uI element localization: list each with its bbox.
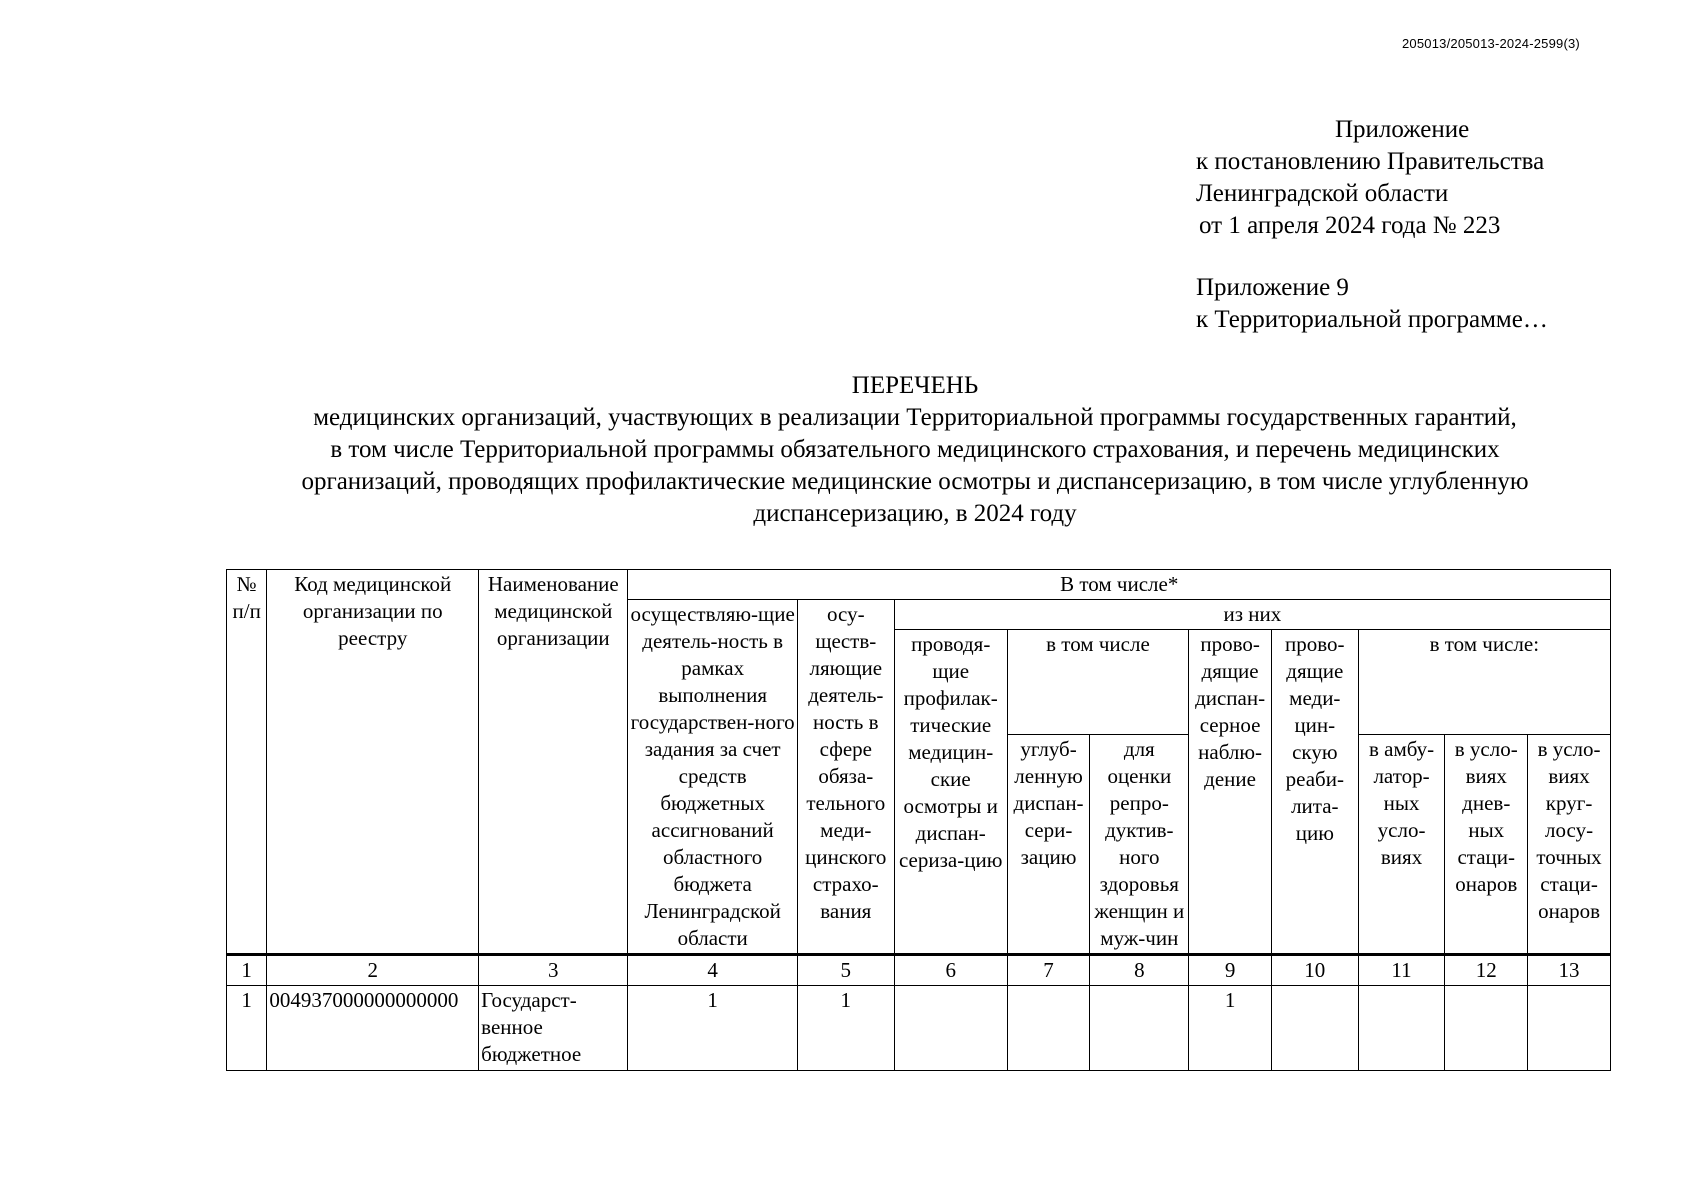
column-number: 6 — [894, 955, 1007, 986]
approval-line: Ленинградской области — [1196, 180, 1449, 207]
cell-code: 004937000000000000 — [267, 986, 479, 1071]
approval-line: Приложение — [1335, 116, 1470, 143]
cell-c9: 1 — [1189, 986, 1272, 1071]
document-heading — [230, 370, 1600, 530]
header-c9: прово-дящие диспан-серное наблю-дение — [1189, 630, 1272, 955]
heading-title: ПЕРЕЧЕНЬ — [851, 372, 979, 399]
column-number: 12 — [1445, 955, 1528, 986]
cell-c13 — [1528, 986, 1611, 1071]
header-group-of-them: из них — [894, 600, 1610, 630]
document-id: 205013/205013-2024-2599(3) — [1402, 36, 1580, 51]
cell-c10 — [1271, 986, 1358, 1071]
header-c8: для оценки репро-дуктив-ного здоровья женщин и муж-чин — [1090, 735, 1189, 955]
header-c10: прово-дящие меди-цин-скую реаби-лита-цию — [1271, 630, 1358, 955]
column-number: 1 — [227, 955, 267, 986]
heading-subtitle-line: медицинских организаций, участвующих в реализации Территориальной программы государственных гарантий, — [313, 404, 1517, 431]
column-number-row — [227, 955, 1611, 986]
column-number: 8 — [1090, 955, 1189, 986]
column-number: 10 — [1271, 955, 1358, 986]
header-group-including-3: в том числе: — [1358, 630, 1610, 735]
table-row — [227, 986, 1611, 1071]
header-c12: в усло-виях днев-ных стаци-онаров — [1445, 735, 1528, 955]
column-number: 9 — [1189, 955, 1272, 986]
column-number: 3 — [479, 955, 628, 986]
heading-subtitle-line: диспансеризацию, в 2024 году — [753, 500, 1077, 527]
column-number: 11 — [1358, 955, 1445, 986]
heading-subtitle-line: организаций, проводящих профилактические медицинские осмотры и диспансеризацию, в том числе углубленную — [301, 468, 1529, 495]
cell-name: Государст-венное бюджетное — [479, 986, 628, 1071]
cell-num: 1 — [227, 986, 267, 1071]
cell-c4: 1 — [628, 986, 797, 1071]
header-num: № п/п — [227, 570, 267, 955]
header-group-including-2: в том числе — [1007, 630, 1189, 735]
heading-subtitle-line: в том числе Территориальной программы обязательного медицинского страхования, и перечень медицинских — [330, 436, 1500, 463]
cell-c6 — [894, 986, 1007, 1071]
cell-c7 — [1007, 986, 1090, 1071]
cell-c12 — [1445, 986, 1528, 1071]
annex-line: Приложение 9 — [1196, 274, 1349, 301]
header-code: Код медицинской организации по реестру — [267, 570, 479, 955]
organizations-table — [226, 569, 1611, 1071]
column-number: 4 — [628, 955, 797, 986]
cell-c11 — [1358, 986, 1445, 1071]
header-c6: проводя-щие профилак-тические медицин-ские осмотры и диспан-сериза-цию — [894, 630, 1007, 955]
annex-line: к Территориальной программе… — [1196, 306, 1548, 333]
header-c5: осу-щеcтв-ляющие деятель-ность в сфере обяза-тельного меди-цинского страхо-вания — [797, 600, 894, 955]
approval-line: к постановлению Правительства — [1196, 148, 1545, 175]
header-c11: в амбу-латор-ных усло-виях — [1358, 735, 1445, 955]
column-number: 7 — [1007, 955, 1090, 986]
approval-block — [1196, 114, 1616, 336]
header-c4: осуществляю-щие деятель-ность в рамках выполнения государствен-ного задания за счет средств бюджетных ассигнований областного бюджета Ленинградской области — [628, 600, 797, 955]
column-number: 2 — [267, 955, 479, 986]
header-c7: углуб-ленную диспан-сери-зацию — [1007, 735, 1090, 955]
cell-c8 — [1090, 986, 1189, 1071]
header-row — [227, 570, 1611, 600]
header-name: Наименование медицинской организации — [479, 570, 628, 955]
column-number: 5 — [797, 955, 894, 986]
cell-c5: 1 — [797, 986, 894, 1071]
header-c13: в усло-виях круг-лосу-точных стаци-онаров — [1528, 735, 1611, 955]
column-number: 13 — [1528, 955, 1611, 986]
approval-line: от 1 апреля 2024 года № 223 — [1199, 212, 1501, 239]
header-group-including: В том числе* — [628, 570, 1611, 600]
